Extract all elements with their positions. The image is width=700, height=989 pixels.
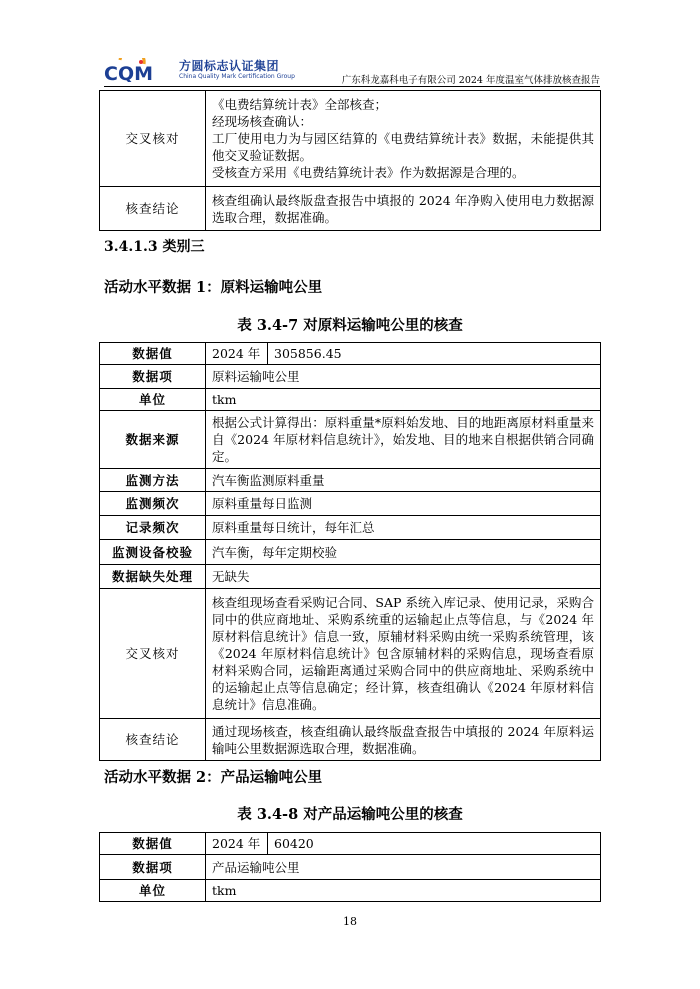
row-label: 数据值 — [100, 343, 206, 365]
table-row — [100, 855, 601, 880]
row-label: 数据缺失处理 — [100, 565, 206, 589]
cell-line: 《电费结算统计表》全部核查； — [212, 97, 388, 112]
conclusion-cell: 核查组确认最终版盘查报告中填报的 2024 年净购入使用电力数据源选取合理，数据准确。 — [206, 187, 601, 231]
activity-1-heading: 活动水平数据 1：原料运输吨公里 — [104, 279, 323, 296]
report-title: 广东科龙嘉科电子有限公司 2024 年度温室气体排放核查报告 — [341, 75, 600, 86]
table-row — [100, 492, 601, 516]
row-value: 核查组现场查看采购记合同、SAP 系统入库记录、使用记录，采购合同中的供应商地址、采购系统重的运输起止点等信息，与《2024 年原材料信息统计》信息一致，原辅材料采购由统一采购系统管理，该《2024 年原材料信息统计》包含原辅材料的采购信息，现场查看原材料采购合同，运输距离通过采购合同中的供应商地址、采购系统中的运输起止点等信息确定；经计算，核查组确认《2024 年原材料信息统计》信息准确。 — [206, 589, 601, 719]
cell-line: 受核查方采用《电费结算统计表》作为数据源是合理的。 — [212, 165, 525, 180]
table-row — [100, 540, 601, 565]
section-heading — [104, 236, 204, 256]
electricity-table-continued — [99, 90, 601, 231]
table-row — [100, 187, 601, 231]
row-value: 根据公式计算得出：原料重量*原料始发地、目的地距离原材料重量来自《2024 年原材料信息统计》，始发地、目的地来自根据供销合同确定。 — [206, 411, 601, 469]
table-caption-3-4-8: 表 3.4-8 对产品运输吨公里的核查 — [237, 806, 463, 823]
row-label: 监测设备校验 — [100, 540, 206, 565]
table-row — [100, 343, 601, 365]
row-label: 记录频次 — [100, 516, 206, 540]
row-value: 原料运输吨公里 — [206, 365, 601, 389]
cross-check-cell — [206, 91, 601, 187]
row-label: 数据项 — [100, 365, 206, 389]
table-row — [100, 833, 601, 855]
table-row — [100, 589, 601, 719]
table-row — [100, 516, 601, 540]
year-cell: 2024 年 — [206, 343, 268, 365]
row-label: 数据值 — [100, 833, 206, 855]
product-transport-table — [99, 832, 601, 902]
row-value: 原料重量每日监测 — [206, 492, 601, 516]
row-value: tkm — [206, 389, 601, 411]
logo-chinese-name: 方圆标志认证集团 — [179, 59, 280, 73]
row-label: 单位 — [100, 880, 206, 902]
row-value: 无缺失 — [206, 565, 601, 589]
table-row — [100, 469, 601, 492]
table-row — [100, 880, 601, 902]
header-divider — [104, 86, 600, 87]
row-label: 数据来源 — [100, 411, 206, 469]
cell-line: 经现场核查确认： — [212, 114, 313, 129]
table-caption-3-4-7: 表 3.4-7 对原料运输吨公里的核查 — [237, 317, 463, 334]
row-value: 原料重量每日统计，每年汇总 — [206, 516, 601, 540]
value-cell: 60420 — [268, 833, 601, 855]
row-value: 产品运输吨公里 — [206, 855, 601, 880]
page-header — [104, 50, 600, 90]
row-value: 汽车衡，每年定期校验 — [206, 540, 601, 565]
row-label: 数据项 — [100, 855, 206, 880]
row-label: 交叉核对 — [100, 589, 206, 719]
raw-material-transport-table — [99, 342, 601, 761]
page-number: 18 — [343, 915, 357, 928]
row-label: 核查结论 — [100, 719, 206, 761]
table-row — [100, 565, 601, 589]
row-label: 交叉核对 — [100, 91, 206, 187]
value-cell: 305856.45 — [268, 343, 601, 365]
table-row — [100, 91, 601, 187]
section-title: 类别三 — [162, 239, 205, 255]
logo-letters: CQM — [104, 63, 154, 82]
table-row — [100, 365, 601, 389]
activity-2-heading: 活动水平数据 2：产品运输吨公里 — [104, 769, 323, 786]
row-label: 核查结论 — [100, 187, 206, 231]
table-row — [100, 411, 601, 469]
cell-line: 工厂使用电力为与园区结算的《电费结算统计表》数据，未能提供其他交叉验证数据。 — [212, 131, 594, 163]
row-label: 单位 — [100, 389, 206, 411]
row-value: tkm — [206, 880, 601, 902]
cqm-logo-icon — [104, 58, 176, 82]
row-label: 监测方法 — [100, 469, 206, 492]
table-row — [100, 389, 601, 411]
row-value: 通过现场核查，核查组确认最终版盘查报告中填报的 2024 年原料运输吨公里数据源选取合理，数据准确。 — [206, 719, 601, 761]
logo-english-name: China Quality Mark Certification Group — [179, 73, 295, 80]
row-value: 汽车衡监测原料重量 — [206, 469, 601, 492]
row-label: 监测频次 — [100, 492, 206, 516]
table-row — [100, 719, 601, 761]
section-number: 3.4.1.3 — [104, 239, 158, 255]
year-cell: 2024 年 — [206, 833, 268, 855]
